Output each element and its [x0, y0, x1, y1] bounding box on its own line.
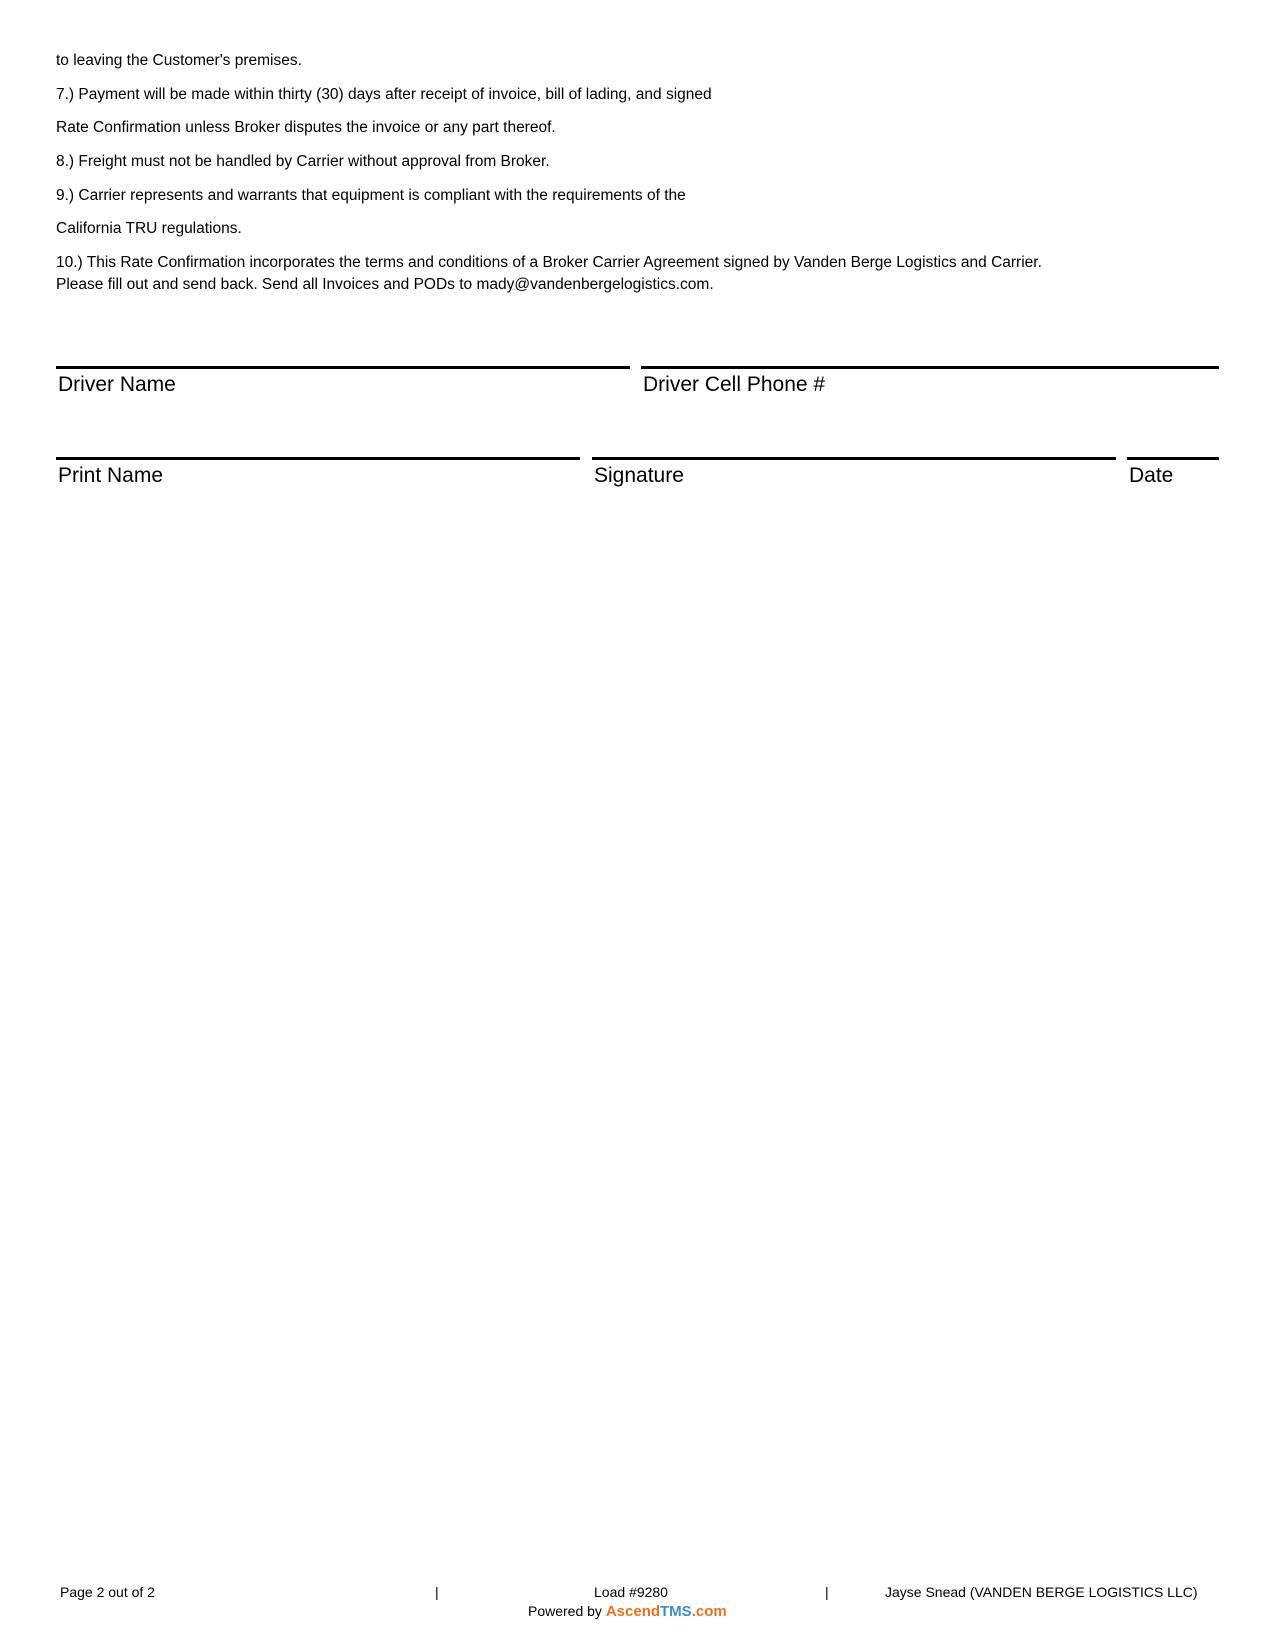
- powered-by-label: Powered by: [528, 1603, 602, 1619]
- print-name-line: [56, 457, 580, 460]
- signature-line: [592, 457, 1116, 460]
- date-label: Date: [1129, 464, 1174, 487]
- driver-name-field[interactable]: [56, 366, 630, 398]
- brand-ascend: Ascend: [605, 1603, 661, 1620]
- page-number: Page 2 out of 2: [60, 1584, 155, 1600]
- brand-com: .com: [691, 1603, 727, 1620]
- term-line: 7.) Payment will be made within thirty (30) days after receipt of invoice, bill of lading, and signed: [56, 86, 712, 103]
- print-name-label: Print Name: [58, 464, 164, 487]
- date-line: [1127, 457, 1219, 460]
- driver-name-label: Driver Name: [58, 373, 176, 396]
- driver-cell-label: Driver Cell Phone #: [643, 373, 826, 396]
- footer-user: Jayse Snead (VANDEN BERGE LOGISTICS LLC): [885, 1584, 1198, 1600]
- driver-name-line: [56, 366, 630, 369]
- signature-label: Signature: [594, 464, 684, 487]
- brand-tms: TMS: [660, 1603, 692, 1620]
- term-line: 9.) Carrier represents and warrants that equipment is compliant with the requirements of the: [56, 187, 686, 204]
- date-field[interactable]: [1127, 457, 1219, 489]
- term-line: to leaving the Customer's premises.: [56, 52, 302, 69]
- signature-field[interactable]: [592, 457, 1116, 489]
- powered-by: [528, 1603, 727, 1620]
- footer-separator: |: [825, 1584, 829, 1600]
- driver-cell-line: [641, 366, 1219, 369]
- term-line: 10.) This Rate Confirmation incorporates the terms and conditions of a Broker Carrier Agreement signed by Vanden Berge Logistics and Carrier.: [56, 254, 1042, 271]
- driver-cell-field[interactable]: [641, 366, 1219, 398]
- term-line: Rate Confirmation unless Broker disputes the invoice or any part thereof.: [56, 119, 556, 136]
- term-line: Please fill out and send back. Send all Invoices and PODs to mady@vandenbergelogistics.com.: [56, 276, 714, 293]
- ascendtms-logo[interactable]: [606, 1603, 727, 1620]
- term-line: California TRU regulations.: [56, 220, 242, 237]
- print-name-field[interactable]: [56, 457, 580, 489]
- load-number: Load #9280: [594, 1584, 668, 1600]
- footer-separator: |: [435, 1584, 439, 1600]
- page-footer: [0, 1584, 1275, 1634]
- term-line: 8.) Freight must not be handled by Carrier without approval from Broker.: [56, 153, 550, 170]
